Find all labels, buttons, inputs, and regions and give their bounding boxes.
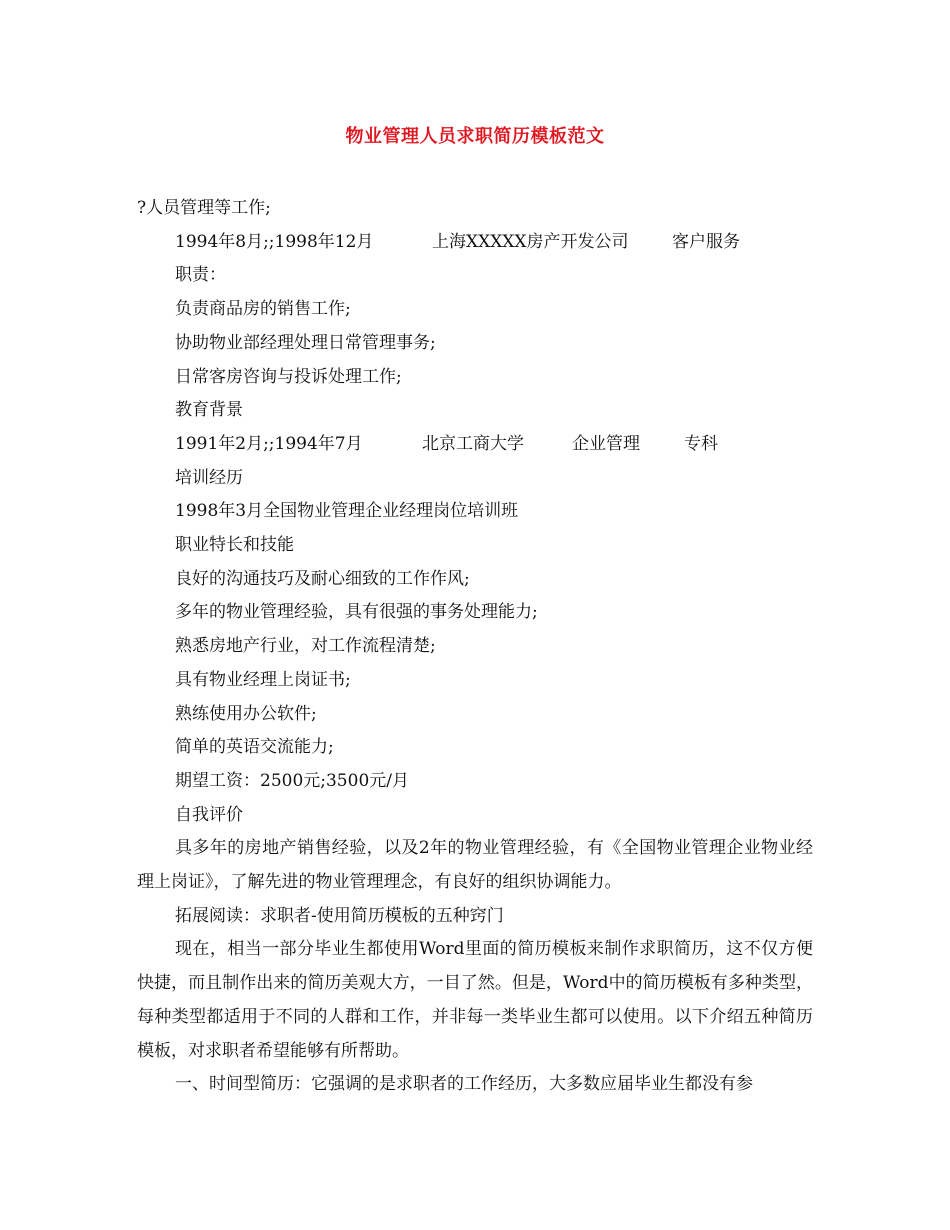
training-item: 1998年3月全国物业管理企业经理岗位培训班 xyxy=(175,501,519,522)
work-company: 上海XXXXX房产开发公司 xyxy=(432,231,629,252)
extended-reading-heading: 拓展阅读：求职者-使用简历模板的五种窍门 xyxy=(175,905,504,926)
skill-item: 简单的英语交流能力; xyxy=(175,737,334,758)
document-title: 物业管理人员求职简历模板范文 xyxy=(345,126,605,147)
section-label: 职责： xyxy=(175,265,226,286)
body-paragraph: 现在，相当一部分毕业生都使用Word里面的简历模板来制作求职简历，这不仅方便快捷，而且制作出来的简历美观大方，一目了然。但是，Word中的简历模板有多种类型，每种类型都适用于不同的人群和工作，并非每一类毕业生都可以使用。以下介绍五种简历模板，对求职者希望能够有所帮助。 xyxy=(137,939,813,1061)
duty-item: 日常客房咨询与投诉处理工作; xyxy=(175,366,402,387)
section-heading-skills: 职业特长和技能 xyxy=(175,535,294,556)
education-row xyxy=(137,428,813,462)
document-body xyxy=(137,192,813,1102)
education-major: 企业管理 xyxy=(572,433,640,454)
skill-item: 熟练使用办公软件; xyxy=(175,703,317,724)
work-experience-row xyxy=(137,226,813,260)
skill-item: 熟悉房地产行业，对工作流程清楚; xyxy=(175,636,436,657)
duty-item: 协助物业部经理处理日常管理事务; xyxy=(175,332,436,353)
education-degree: 专科 xyxy=(684,433,718,454)
body-paragraph: 一、时间型简历：它强调的是求职者的工作经历，大多数应届毕业生都没有参 xyxy=(175,1074,753,1095)
expected-salary: 期望工资：2500元;3500元/月 xyxy=(175,770,409,791)
work-period: 1994年8月;;1998年12月 xyxy=(175,231,374,252)
section-heading-education: 教育背景 xyxy=(175,400,243,421)
skill-item: 具有物业经理上岗证书; xyxy=(175,669,351,690)
skill-item: 多年的物业管理经验，具有很强的事务处理能力; xyxy=(175,602,538,623)
section-heading-training: 培训经历 xyxy=(175,467,243,488)
self-evaluation-paragraph: 具多年的房地产销售经验，以及2年的物业管理经验，有《全国物业管理企业物业经理上岗证》，了解先进的物业管理理念，有良好的组织协调能力。 xyxy=(137,838,813,893)
skill-item: 良好的沟通技巧及耐心细致的工作作风; xyxy=(175,568,470,589)
education-period: 1991年2月;;1994年7月 xyxy=(175,433,363,454)
section-heading-self-evaluation: 自我评价 xyxy=(175,804,243,825)
education-school: 北京工商大学 xyxy=(422,433,524,454)
duty-item: 负责商品房的销售工作; xyxy=(175,299,351,320)
work-position: 客户服务 xyxy=(672,231,740,252)
text-line: ?人员管理等工作; xyxy=(137,198,271,218)
